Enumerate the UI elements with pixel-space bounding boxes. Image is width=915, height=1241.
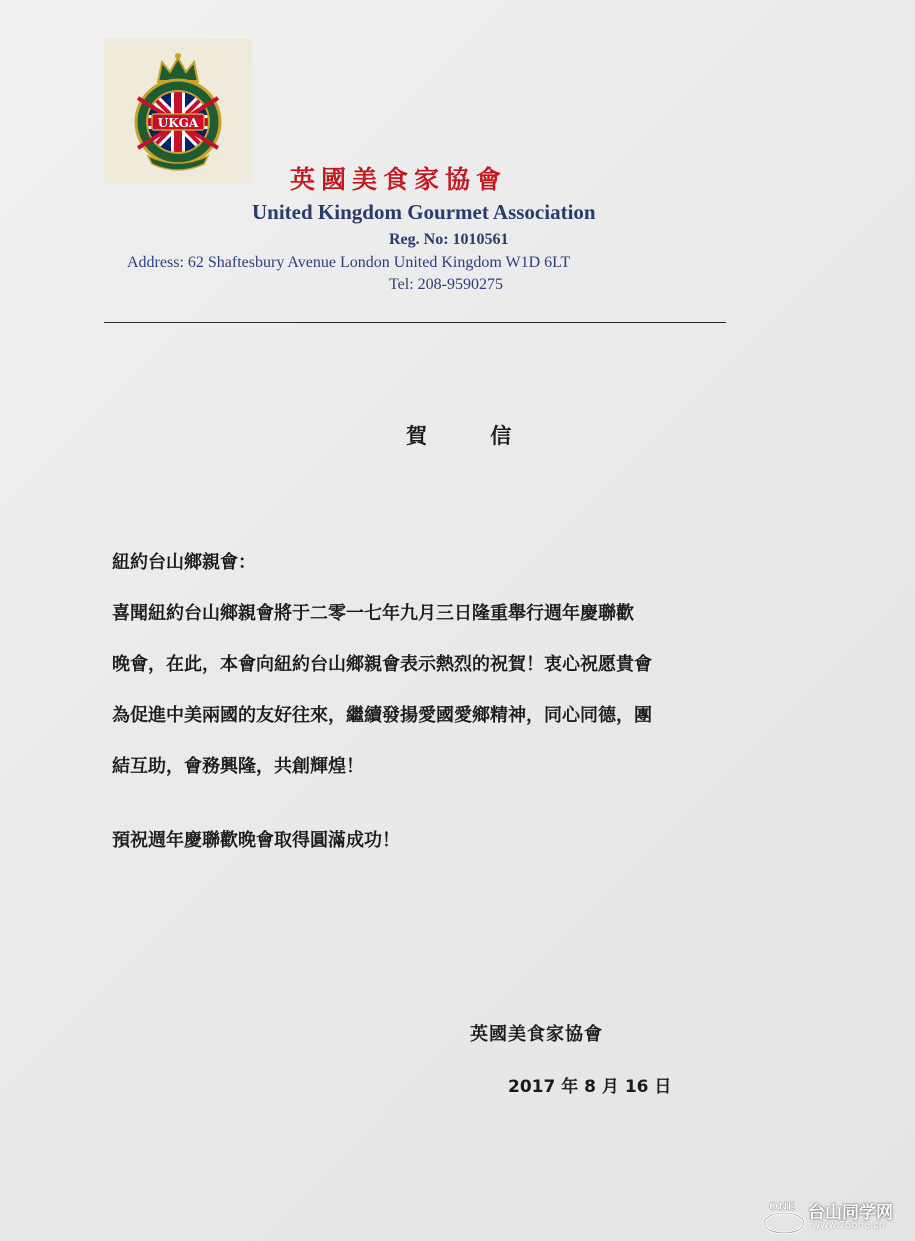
paragraph-line: 結互助，會務興隆，共創輝煌！ (112, 756, 364, 777)
closing-wish: 預祝週年慶聯歡晚會取得圓滿成功！ (112, 830, 400, 851)
association-name-chinese: 英國美食家協會 (290, 165, 508, 194)
signature-organization: 英國美食家協會 (470, 1024, 603, 1045)
watermark-url: www.75one.cn (812, 1220, 886, 1231)
watermark-globe-icon (760, 1198, 806, 1236)
salutation: 紐約台山鄉親會： (112, 552, 256, 573)
letterhead-divider (104, 322, 726, 323)
site-watermark (760, 1198, 910, 1236)
telephone-line: Tel: 208-9590275 (389, 276, 503, 293)
crown-crest-logo (104, 38, 252, 184)
watermark-site-name: 台山同学网 (808, 1203, 893, 1223)
association-name-english: United Kingdom Gourmet Association (252, 200, 596, 224)
address-line: Address: 62 Shaftesbury Avenue London United Kingdom W1D 6LT (127, 254, 571, 271)
letter-title: 賀 信 (406, 424, 512, 448)
paragraph-line: 晚會，在此，本會向紐約台山鄉親會表示熱烈的祝賀！衷心祝愿貴會 (112, 654, 652, 675)
paragraph-line: 喜聞紐約台山鄉親會將于二零一七年九月三日隆重舉行週年慶聯歡 (112, 603, 634, 624)
signature-date: 2017 年 8 月 16 日 (508, 1077, 672, 1097)
logo-text: UKGA (157, 116, 199, 130)
association-logo (104, 38, 252, 184)
watermark-logo-text: ONE (768, 1200, 796, 1213)
registration-number: Reg. No: 1010561 (389, 231, 509, 248)
paragraph-line: 為促進中美兩國的友好往來，繼續發揚愛國愛鄉精神，同心同德，團 (112, 705, 652, 726)
